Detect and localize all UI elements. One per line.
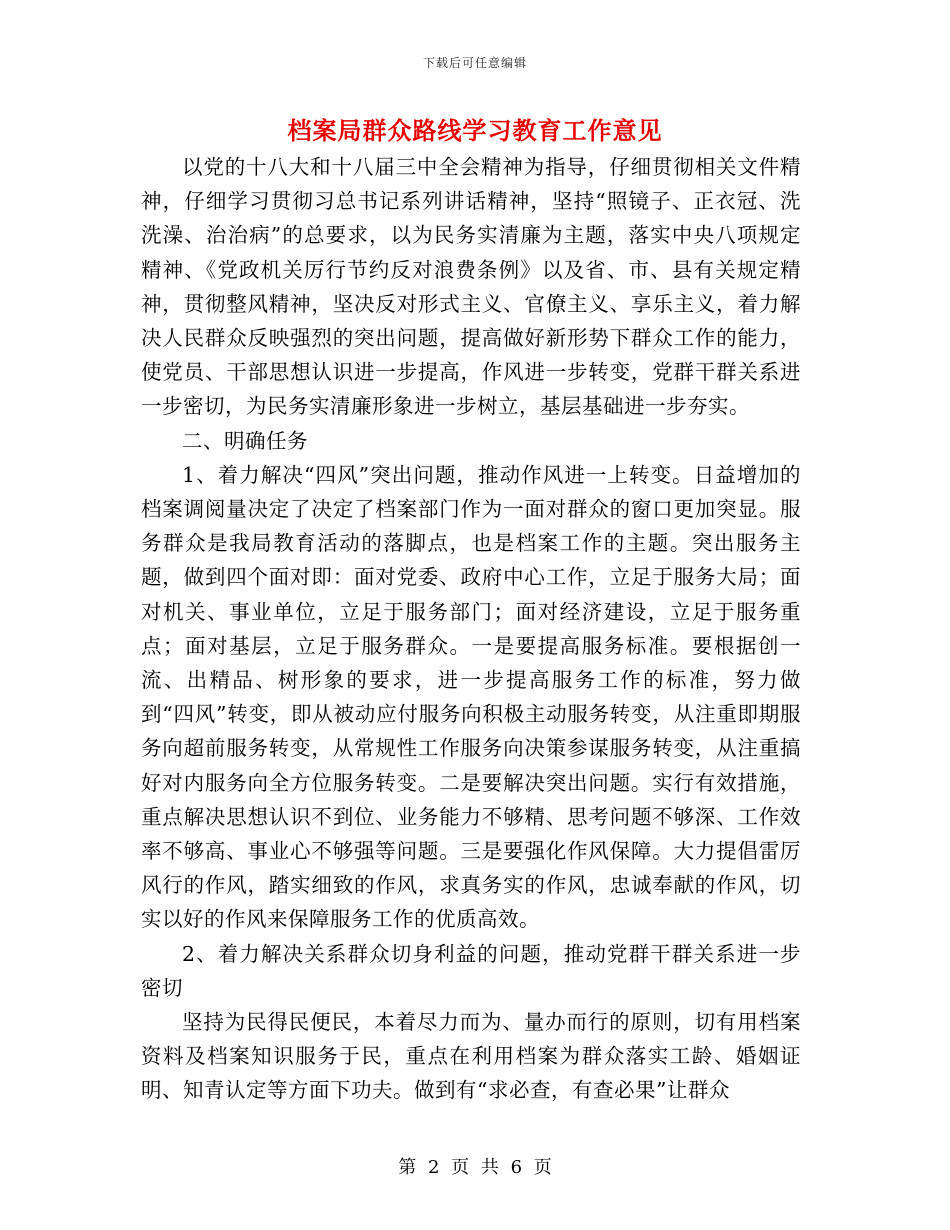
page-number-footer: 第 2 页 共 6 页 xyxy=(398,1157,552,1178)
paragraph-intro: 以党的十八大和十八届三中全会精神为指导，仔细贯彻相关文件精神，仔细学习贯彻习总书记系列讲话精神，坚持“照镜子、正衣冠、洗洗澡、治治病”的总要求，以为民务实清廉为主题，落实中央八项规定精神、《党政机关厉行节约反对浪费条例》以及省、市、县有关规定精神，贯彻整风精神，坚决反对形式主义、官僚主义、享乐主义，着力解决人民群众反映强烈的突出问题，提高做好新形势下群众工作的能力，使党员、干部思想认识进一步提高，作风进一步转变，党群干群关系进一步密切，为民务实清廉形象进一步树立，基层基础进一步夯实。 xyxy=(141,155,801,419)
paragraph-task-1: 1、着力解决“四风”突出问题，推动作风进一上转变。日益增加的档案调阅量决定了决定了档案部门作为一面对群众的窗口更加突显。服务群众是我局教育活动的落脚点，也是档案工作的主题。突出服务主题，做到四个面对即：面对党委、政府中心工作，立足于服务大局；面对机关、事业单位，立足于服务部门；面对经济建设，立足于服务重点；面对基层，立足于服务群众。一是要提高服务标准。要根据创一流、出精品、树形象的要求，进一步提高服务工作的标准，努力做到“四风”转变，即从被动应付服务向积极主动服务转变，从注重即期服务向超前服务转变，从常规性工作服务向决策参谋服务转变，从注重搞好对内服务向全方位服务转变。二是要解决突出问题。实行有效措施，重点解决思想认识不到位、业务能力不够精、思考问题不够深、工作效率不够高、事业心不够强等问题。三是要强化作风保障。大力提倡雷厉风行的作风，踏实细致的作风，求真务实的作风，忠诚奉献的作风，切实以好的作风来保障服务工作的优质高效。 xyxy=(141,462,801,932)
paragraph-task-2-body: 坚持为民得民便民，本着尽力而为、量办而行的原则，切有用档案资料及档案知识服务于民，重点在利用档案为群众落实工龄、婚姻证明、知青认定等方面下功夫。做到有“求必查，有查必果”让群众 xyxy=(141,1010,801,1103)
header-note: 下载后可任意编辑 xyxy=(422,56,527,70)
document-body xyxy=(141,150,801,1108)
paragraph-task-2-heading: 2、着力解决关系群众切身利益的问题，推动党群干群关系进一步密切 xyxy=(141,941,801,1000)
document-title: 档案局群众路线学习教育工作意见 xyxy=(287,116,663,145)
section-heading-tasks: 二、明确任务 xyxy=(182,428,308,453)
